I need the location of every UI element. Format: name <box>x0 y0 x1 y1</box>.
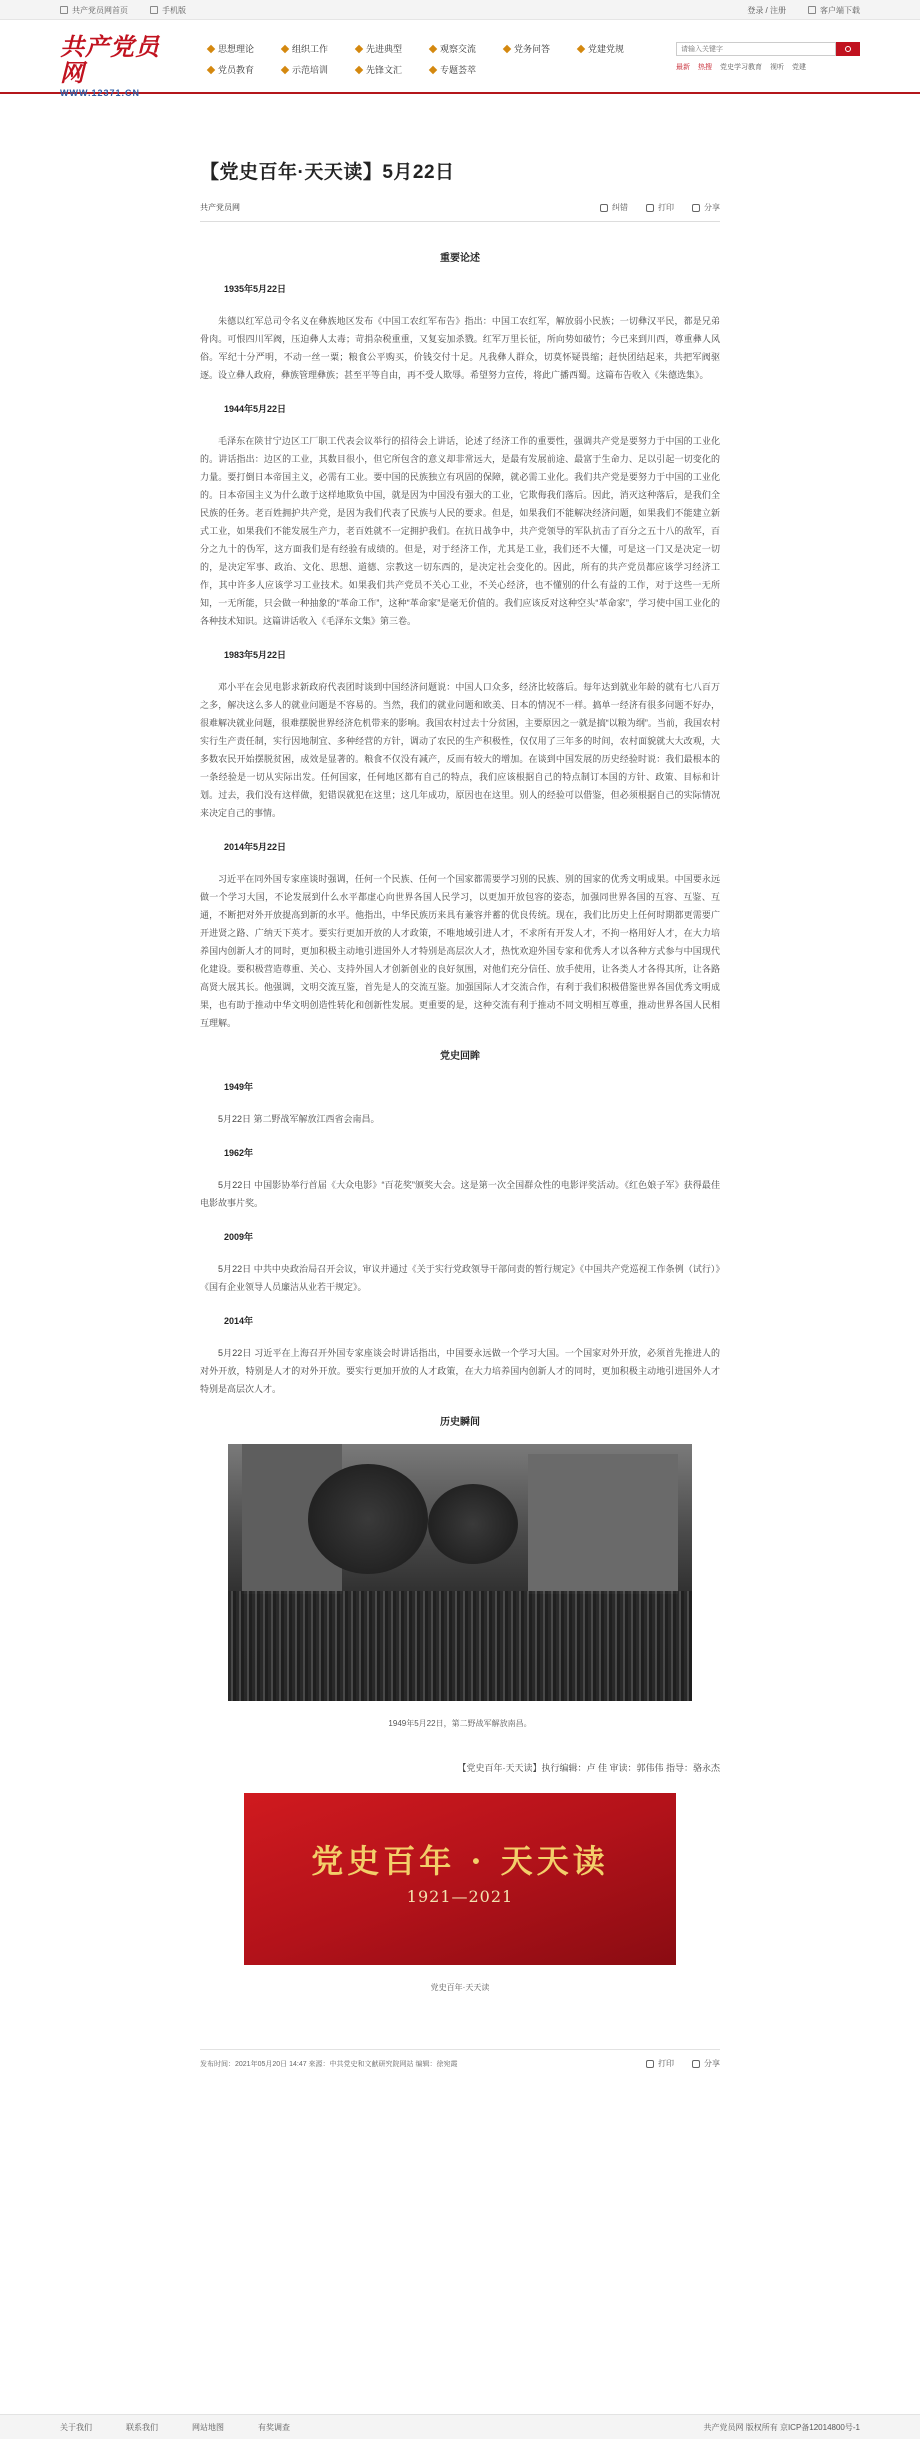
app-download-label: 客户端下载 <box>820 5 860 15</box>
editor-credits: 【党史百年·天天读】执行编辑：卢 佳 审读：郭伟伟 指导：骆永杰 <box>457 1763 720 1773</box>
banner-years: 1921—2021 <box>406 1887 514 1906</box>
logo-url: WWW.12371.CN <box>60 88 141 98</box>
event-paragraph: 5月22日 习近平在上海召开外国专家座谈会时讲话指出，中国要永远做一个学习大国。一个国家对外开放，必须首先推进人的对外开放，特别是人才的对外开放。要实行更加开放的人才政策，在大力培养国内创新人才的同时，更加积极主动地引进国外人才特别是高层次人才。 <box>200 1348 720 1394</box>
nav-label: 组织工作 <box>292 44 329 54</box>
nav-bullet-icon <box>207 44 215 52</box>
nav-bullet-icon <box>429 44 437 52</box>
paragraph: 毛泽东在陕甘宁边区工厂职工代表会议举行的招待会上讲话，论述了经济工作的重要性，强调共产党是要努力于中国的工业化的。讲话指出：边区的工业，其数目很小，但它所包含的意义却非常远大，是最有发展前途、最富于生命力、足以引起一切变化的力量。要打倒日本帝国主义，必需有工业。要中国的民族独立有巩固的保障，就必需工业化。我们共产党是要努力于中国的工业化的。日本帝国主义为什么敢于这样地欺负中国，就是因为中国没有强大的工业，它欺侮我们落后。因此，消灭这种落后，是我们全民族的任务。老百姓拥护共产党，是因为我们代表了民族与人民的要求。但是，如果我们不能解决经济问题，如果我们不能建立新式工业，如果我们不能发展生产力，老百姓就不一定拥护我们。在抗日战争中，共产党领导的军队抗击了百分之五十八的敌军，百分之九十的伪军，这方面我们是有经验有成绩的。但是，对于经济工作，尤其是工业，我们还不大懂，可是这一门又是决定一切的，是决定军事、政治、文化、思想、道德、宗教这一切东西的，是决定社会变化的。因此，所有的共产党员都应该学习经济工作，其中许多人应该学习工业技术。如果我们共产党员不关心工业，不关心经济，也不懂别的什么有益的工作，对于这些一无所知，一无所能，只会做一种抽象的“革命工作”，这种“革命家”是毫无价值的。我们应该反对这种空头“革命家”，学习使中国工业化的各种技术知识。这篇讲话收入《毛泽东文集》第三卷。 <box>200 436 720 626</box>
search-box <box>676 42 860 56</box>
publish-info: 发布时间：2021年05月20日 14:47 来源：中共党史和文献研究院网站 编辑：徐宛霞 <box>200 2060 458 2068</box>
print-button[interactable] <box>646 2058 674 2069</box>
nav-bullet-icon <box>355 44 363 52</box>
nav-label: 党建党规 <box>588 44 625 54</box>
nav-label: 先进典型 <box>366 44 403 54</box>
banner-caption: 党史百年·天天读 <box>430 1983 490 1992</box>
photo-crowd <box>228 1591 692 1701</box>
nav-bullet-icon <box>429 65 437 73</box>
nav-label: 示范培训 <box>292 65 329 75</box>
mobile-link[interactable] <box>150 5 186 16</box>
site-footer <box>0 2414 920 2439</box>
edit-icon <box>600 204 608 212</box>
nav-label: 党务问答 <box>514 44 551 54</box>
hot-links <box>676 62 860 72</box>
article-title: 【党史百年·天天读】5月22日 <box>200 162 455 183</box>
search-button[interactable] <box>836 42 860 56</box>
photo-caption: 1949年5月22日，第二野战军解放南昌。 <box>388 1719 532 1728</box>
site-header <box>0 20 920 98</box>
paragraph: 邓小平在会见电影求新政府代表团时谈到中国经济问题说：中国人口众多，经济比较落后。每年达到就业年龄的就有七八百万之多，解决这么多人的就业问题是不容易的。当然，我们的就业问题和欧美、日本的情况不一样。搞单一经济有很多问题不好办，很难解决就业问题，很难摆脱世界经济危机带来的影响。我国农村过去十分贫困，主要原因之一就是搞“以粮为纲”。当前，我国农村实行生产责任制，实行因地制宜、多种经营的方针，调动了农民的生产积极性，仅仅用了三年多的时间，农村面貌就大大改观，大多数农民开始摆脱贫困，成效是显著的。粮食不仅没有减产，反而有较大的增加。在谈到中国发展的历史经验时说：我们最根本的一条经验是一切从实际出发。任何国家，任何地区都有自己的特点，我们应该根据自己的特点制订本国的方针、政策、目标和计划。过去，我们没有这样做，犯错误就犯在这里；这几年成功，原因也在这里。别人的经验可以借鉴，但必须根据自己的实际情况来决定自己的事情。 <box>200 682 720 818</box>
share-button[interactable] <box>692 2058 720 2069</box>
article-body <box>200 250 720 1997</box>
top-utility-bar <box>0 0 920 20</box>
printer-icon <box>646 204 654 212</box>
event-paragraph: 5月22日 第二野战军解放江西省会南昌。 <box>218 1114 380 1124</box>
article <box>200 160 720 2069</box>
home-link[interactable] <box>60 5 128 16</box>
nav-label: 先锋文汇 <box>366 65 403 75</box>
search-input[interactable] <box>676 42 836 56</box>
download-icon <box>808 6 816 14</box>
nav-item[interactable] <box>504 42 572 55</box>
copyright: 共产党员网 版权所有 京ICP备12014800号-1 <box>703 2422 860 2432</box>
nav-item[interactable] <box>282 42 350 55</box>
mobile-link-label: 手机版 <box>162 5 186 15</box>
footer-link-about[interactable]: 关于我们 <box>60 2422 92 2432</box>
footer-link-sitemap[interactable]: 网站地图 <box>192 2422 224 2432</box>
photo-tree <box>428 1484 518 1564</box>
photo-tree <box>308 1464 428 1574</box>
logo-text: 共产党员网 <box>60 32 160 87</box>
login-register-link[interactable]: 登录 / 注册 <box>747 5 786 15</box>
footer-tools <box>646 2058 720 2069</box>
date-heading: 1983年5月22日 <box>224 650 287 660</box>
nav-bullet-icon <box>281 65 289 73</box>
report-error-button[interactable] <box>600 202 628 213</box>
year-heading: 1962年 <box>224 1148 254 1158</box>
year-heading: 1949年 <box>224 1082 254 1092</box>
hot-link[interactable]: 视听 <box>770 64 784 71</box>
nav-item[interactable] <box>578 42 646 55</box>
nav-bullet-icon <box>503 44 511 52</box>
nav-label: 思想理论 <box>218 44 255 54</box>
nav-item[interactable] <box>430 63 498 76</box>
nav-label: 专题荟萃 <box>440 65 477 75</box>
nav-item[interactable] <box>282 63 350 76</box>
tool-label: 纠错 <box>612 203 628 212</box>
nav-item[interactable] <box>356 63 424 76</box>
tool-label: 分享 <box>704 203 720 212</box>
nav-item[interactable] <box>208 42 276 55</box>
historical-photo <box>228 1444 692 1701</box>
photo-building <box>528 1454 678 1594</box>
section-heading: 党史回眸 <box>440 1051 480 1062</box>
article-footer-meta <box>200 2049 720 2069</box>
footer-link-contact[interactable]: 联系我们 <box>126 2422 158 2432</box>
nav-label: 党员教育 <box>218 65 255 75</box>
home-icon <box>60 6 68 14</box>
nav-item[interactable] <box>208 63 276 76</box>
hot-link[interactable]: 热搜 <box>698 64 712 71</box>
printer-icon <box>646 2060 654 2068</box>
mobile-icon <box>150 6 158 14</box>
footer-links <box>60 2422 290 2433</box>
nav-item[interactable] <box>430 42 498 55</box>
article-tools <box>600 202 720 213</box>
site-logo[interactable] <box>60 32 184 98</box>
tool-label: 分享 <box>704 2059 720 2068</box>
year-heading: 2009年 <box>224 1232 254 1242</box>
date-heading: 1935年5月22日 <box>224 284 287 294</box>
paragraph: 朱德以红军总司令名义在彝族地区发布《中国工农红军布告》指出：中国工农红军，解放弱小民族；一切彝汉平民，都是兄弟骨肉。可恨四川军阀，压迫彝人太毒；苛捐杂税重重，又复妄加杀戮。红军万里长征，所向势如破竹；今已来到川西，尊重彝人风俗。军纪十分严明，不动一丝一粟；粮食公平购买，价钱交付十足。凡我彝人群众，切莫怀疑畏缩；赶快团结起来，共把军阀驱逐。设立彝人政府，彝族管理彝族；甚至平等自由，再不受人欺辱。希望努力宣传，将此广播西蜀。这篇布告收入《朱德选集》。 <box>200 316 720 380</box>
section-heading: 重要论述 <box>440 253 480 264</box>
footer-link-survey[interactable]: 有奖调查 <box>258 2422 290 2432</box>
tool-label: 打印 <box>658 2059 674 2068</box>
nav-bullet-icon <box>355 65 363 73</box>
banner-title: 党史百年 · 天天读 <box>311 1842 609 1880</box>
article-meta <box>200 202 720 222</box>
date-heading: 1944年5月22日 <box>224 404 287 414</box>
nav-bullet-icon <box>281 44 289 52</box>
search-icon <box>845 46 851 52</box>
nav-label: 观察交流 <box>440 44 477 54</box>
share-icon <box>692 2060 700 2068</box>
hot-link[interactable]: 党建 <box>792 64 806 71</box>
section-heading: 历史瞬间 <box>440 1417 480 1428</box>
event-paragraph: 5月22日 中国影协举行首届《大众电影》“百花奖”颁奖大会。这是第一次全国群众性的电影评奖活动。《红色娘子军》获得最佳电影故事片奖。 <box>200 1180 720 1208</box>
article-source[interactable]: 共产党员网 <box>200 203 240 212</box>
nav-bullet-icon <box>577 44 585 52</box>
nav-bullet-icon <box>207 65 215 73</box>
paragraph: 习近平在同外国专家座谈时强调，任何一个民族、任何一个国家都需要学习别的民族、别的国家的优秀文明成果。中国要永远做一个学习大国，不论发展到什么水平都虚心向世界各国人民学习，以更加开放包容的姿态，加强同世界各国的互容、互鉴、互通，不断把对外开放提高到新的水平。他指出，中华民族历来具有兼容并蓄的优良传统。现在，我们比历史上任何时期都更需要广开进贤之路、广纳天下英才。要实行更加开放的人才政策，不唯地域引进人才，不求所有开发人才，不拘一格用好人才，在大力培养国内创新人才的同时，更加积极主动地引进国外人才特别是高层次人才，热忱欢迎外国专家和优秀人才以各种方式参与中国现代化建设。要积极营造尊重、关心、支持外国人才创新创业的良好氛围，对他们充分信任、放手使用，让各类人才各得其所，让各路高贤大展其长。他强调，文明交流互鉴，首先是人的交流互鉴。加强国际人才交流合作，有利于我们积极借鉴世界各国优秀文明成果，也有助于推动中华文明创造性转化和创新性发展。更重要的是，这种交流有利于推动不同文明相互尊重，推动世界各国人民相互理解。 <box>200 874 720 1028</box>
print-button[interactable] <box>646 202 674 213</box>
nav-item[interactable] <box>356 42 424 55</box>
main-nav <box>208 42 646 76</box>
share-icon <box>692 204 700 212</box>
home-link-label: 共产党员网首页 <box>72 5 128 15</box>
hot-link[interactable]: 最新 <box>676 64 690 71</box>
tool-label: 打印 <box>658 203 674 212</box>
share-button[interactable] <box>692 202 720 213</box>
hot-link[interactable]: 党史学习教育 <box>720 64 762 71</box>
event-paragraph: 5月22日 中共中央政治局召开会议，审议并通过《关于实行党政领导干部问责的暂行规定》《中国共产党巡视工作条例（试行）》《国有企业领导人员廉洁从业若干规定》。 <box>200 1264 720 1292</box>
app-download-link[interactable] <box>808 5 860 16</box>
date-heading: 2014年5月22日 <box>224 842 287 852</box>
year-heading: 2014年 <box>224 1316 254 1326</box>
series-banner <box>244 1793 676 1965</box>
